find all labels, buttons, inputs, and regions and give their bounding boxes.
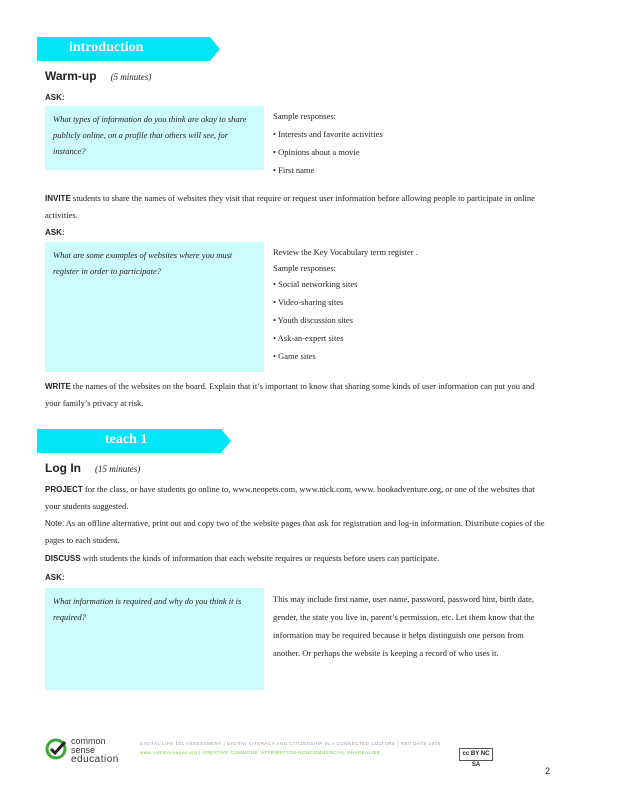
logo-line: education <box>71 754 119 765</box>
note-lead: Note: <box>45 519 65 528</box>
response-item: • Youth discussion sites <box>273 315 353 325</box>
response-item: • Social networking sites <box>273 279 358 289</box>
duration: (5 minutes) <box>110 72 152 82</box>
common-sense-logo <box>45 737 125 767</box>
invite-paragraph <box>45 190 550 223</box>
logo-line: sense <box>71 745 96 755</box>
sample-responses <box>273 107 383 179</box>
responses-title: Sample responses: <box>273 111 337 121</box>
checkmark-logo-icon <box>45 737 69 761</box>
write-text: the names of the websites on the board. Explain that it’s important to know that sharing some kinds of user information can put you and your family’s privacy at risk. <box>45 381 535 408</box>
review-text: Review the Key Vocabulary term register . <box>273 247 418 257</box>
question-text: What are some examples of websites where you must register in order to participate? <box>53 250 233 276</box>
question-box <box>45 242 264 372</box>
discuss-text: with students the kinds of information that each website requires or requests before users can participate. <box>82 553 440 563</box>
review-responses <box>273 243 418 365</box>
page-number: 2 <box>545 766 551 776</box>
response-item: • Game sites <box>273 351 316 361</box>
logo-line: common <box>71 736 106 746</box>
question-text: What information is required and why do you think it is required? <box>53 596 242 622</box>
footer-line-1: DIGITAL LIFE 101 ASSESSMENT | DIGITAL LITERACY AND CITIZENSHIP IN A CONNECTED CULTURE | REV DATE 2015 <box>140 741 441 746</box>
write-lead: WRITE <box>45 382 71 391</box>
heading-text: Log In <box>45 461 81 475</box>
footer-link[interactable]: www.commonsense.org | CREATIVE COMMONS: ATTRIBUTION-NONCOMMERCIAL-SHAREALIKE <box>140 750 381 755</box>
question-box <box>45 106 264 170</box>
creative-commons-badge: cc BY NC SA <box>459 748 493 761</box>
response-item: • First name <box>273 165 315 175</box>
ask-label: ASK: <box>45 93 65 102</box>
ask-label: ASK: <box>45 573 65 582</box>
discuss-paragraph <box>45 550 550 567</box>
discuss-lead: DISCUSS <box>45 554 81 563</box>
project-paragraph <box>45 481 550 514</box>
warmup-heading <box>45 69 151 83</box>
invite-lead: INVITE <box>45 194 71 203</box>
answer-text <box>273 590 543 662</box>
project-text: for the class, or have students go online to, www.neopets.com, www.nick.com, www. bookadventure.org, or one of the websites that your students suggested. <box>45 484 535 511</box>
section-banner-introduction <box>37 37 220 61</box>
banner-title: introduction <box>69 40 144 55</box>
answer-body: This may include first name, user name, password, password hint, birth date, gender, the state you live in, parent’s permission, etc. Let them know that the information may be required because it helps distinguish one person from another. Or perhaps the website is keeping a record of who uses it. <box>273 594 535 658</box>
duration: (15 minutes) <box>95 464 141 474</box>
section-banner-teach <box>37 429 231 453</box>
response-item: • Interests and favorite activities <box>273 129 383 139</box>
project-lead: PROJECT <box>45 485 83 494</box>
invite-text: students to share the names of websites they visit that require or request user information before allowing people to participate in online activities. <box>45 193 535 220</box>
login-heading <box>45 461 140 475</box>
note-paragraph <box>45 515 550 548</box>
note-text: As an offline alternative, print out and copy two of the website pages that ask for registration and log-in information. Distribute copies of the pages to each student. <box>45 518 545 545</box>
footer-line-2 <box>140 750 381 755</box>
question-text: What types of information do you think are okay to share publicly online, on a profile that others will see, for instance? <box>53 114 247 156</box>
response-item: • Video-sharing sites <box>273 297 344 307</box>
heading-text: Warm-up <box>45 69 97 83</box>
response-item: • Opinions about a movie <box>273 147 360 157</box>
banner-title: teach 1 <box>105 432 148 447</box>
question-box <box>45 588 264 690</box>
write-paragraph <box>45 378 550 411</box>
responses-title: Sample responses: <box>273 263 337 273</box>
response-item: • Ask-an-expert sites <box>273 333 344 343</box>
ask-label: ASK: <box>45 228 65 237</box>
